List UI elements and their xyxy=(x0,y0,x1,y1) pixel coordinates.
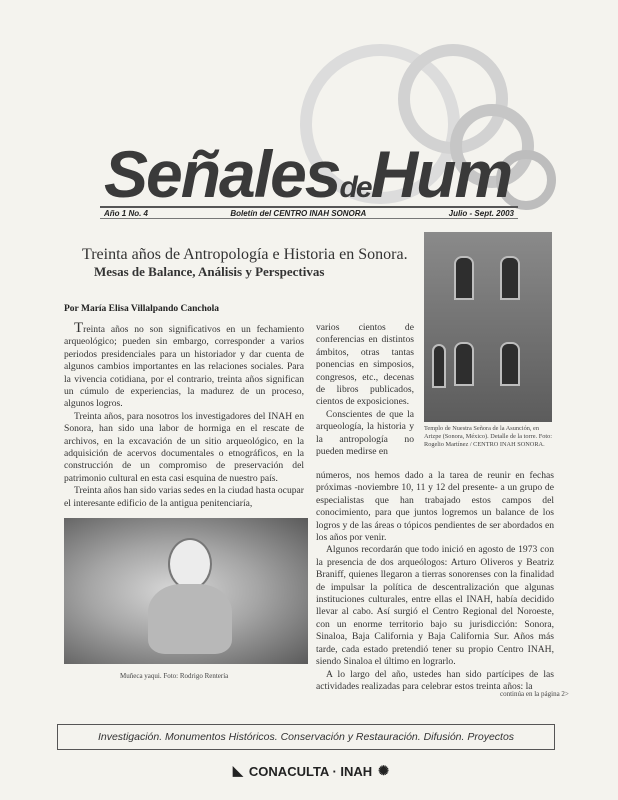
paragraph: A lo largo del año, ustedes han sido partícipes de las actividades realizadas para celebrar estos treinta años: la xyxy=(316,668,554,692)
issue-bar xyxy=(100,206,518,219)
footer-logos-text: CONACULTA · INAH xyxy=(248,763,373,779)
photo-detail xyxy=(500,342,520,386)
paragraph: Treinta años han sido varias sedes en la ciudad hasta ocupar el interesante edificio de la antigua penitenciaría, xyxy=(64,485,304,509)
paragraph: Conscientes de que la arqueología, la historia y la antropología no pueden medirse en xyxy=(316,408,414,458)
paragraph: varios cientos de conferencias en distintos ámbitos, otras tantas ponencias en simposios, congresos, etc., decenas de libros publicados, cientos de exposiciones. xyxy=(316,322,414,408)
issue-number: Año 1 No. 4 xyxy=(104,208,149,218)
article-author: Por María Elisa Villalpando Canchola xyxy=(64,304,220,314)
photo-caption: Muñeca yaqui. Foto: Rodrigo Rentería xyxy=(120,672,229,680)
paragraph: Algunos recordarán que todo inició en agosto de 1973 con la presencia de dos arqueólogos: Arturo Oliveros y Beatriz Braniff, quienes llegaron a tierras sonorenses con la finalidad de impulsar la política de descentralización que algunas instituciones culturales, entre ellas el INAH, había decidido llevar al cabo. Así surgió el Centro Regional del Noroeste, con un enorme territorio bajo su jurisdicción: Sonora, Sinaloa, Baja California y Baja California Sur. Años más tarde, cada estado pretendió tener su propio Centro INAH, siendo Sinaloa el último en lograrlo. xyxy=(316,544,554,668)
church-tower-photo xyxy=(424,232,552,422)
continuation-note: continúa en la página 2> xyxy=(500,690,569,698)
photo-caption: Templo de Nuestra Señora de la Asunción, en Arizpe (Sonora, México). Detalle de la torre. Foto: Rogelio Martínez / CENTRO INAH SONORA. xyxy=(424,425,552,448)
article-headline: Treinta años de Antropología e Historia en Sonora. xyxy=(82,246,408,263)
photo-detail xyxy=(454,342,474,386)
inah-seal-icon: ✺ xyxy=(378,763,390,778)
doll-figure xyxy=(148,584,232,654)
article-column-2 xyxy=(316,470,554,693)
bulletin-name: Boletín del CENTRO INAH SONORA xyxy=(230,208,367,218)
article-subheadline: Mesas de Balance, Análisis y Perspectivas xyxy=(94,264,325,279)
doll-photo xyxy=(64,518,308,664)
photo-detail xyxy=(500,256,520,300)
footer-logos xyxy=(196,760,426,782)
paragraph: Treinta años no son significativos en un fechamiento arqueológico; pueden sin embargo, corresponder a varios periodos presidenciales para un historiador y dar cuenta de algunos cambios importantes en las relaciones sociales. Para la vivencia cotidiana, por el contrario, treinta años significan un cúmulo de experiencias, la madurez de un proceso, algunos logros. xyxy=(64,320,304,410)
photo-detail xyxy=(432,344,446,388)
photo-detail xyxy=(454,256,474,300)
article-column-1 xyxy=(64,322,304,510)
doll-figure xyxy=(168,538,212,590)
issue-date: Julio - Sept. 2003 xyxy=(448,208,514,218)
article-column-2-top xyxy=(316,322,414,458)
masthead-title-part2: de xyxy=(339,171,371,204)
masthead-title-part3: Hum xyxy=(370,137,512,211)
paragraph: números, nos hemos dado a la tarea de reunir en fechas próximas -noviembre 10, 11 y 12 del presente- a un grupo de especialistas que han trabajado estos campos del conocimiento, para que juntos logremos un balance de los logros y de las áreas o tópicos pendientes de ser abordados en los años por venir. xyxy=(316,470,554,544)
conaculta-logo-icon: ◣ xyxy=(232,763,243,778)
masthead-title xyxy=(104,136,524,216)
masthead-title-part1: Señales xyxy=(104,137,340,211)
footer-tagline: Investigación. Monumentos Históricos. Conservación y Restauración. Difusión. Proyectos xyxy=(57,724,555,750)
paragraph: Treinta años, para nosotros los investigadores del INAH en Sonora, han sido una labor de hormiga en el rescate de archivos, en la excavación de un sitio arqueológico, en la adquisición de acervos documentales o etnográficos, en la construcción de un compromiso de preservación del patrimonio cultural en esta casi esquina de nuestro país. xyxy=(64,410,304,484)
